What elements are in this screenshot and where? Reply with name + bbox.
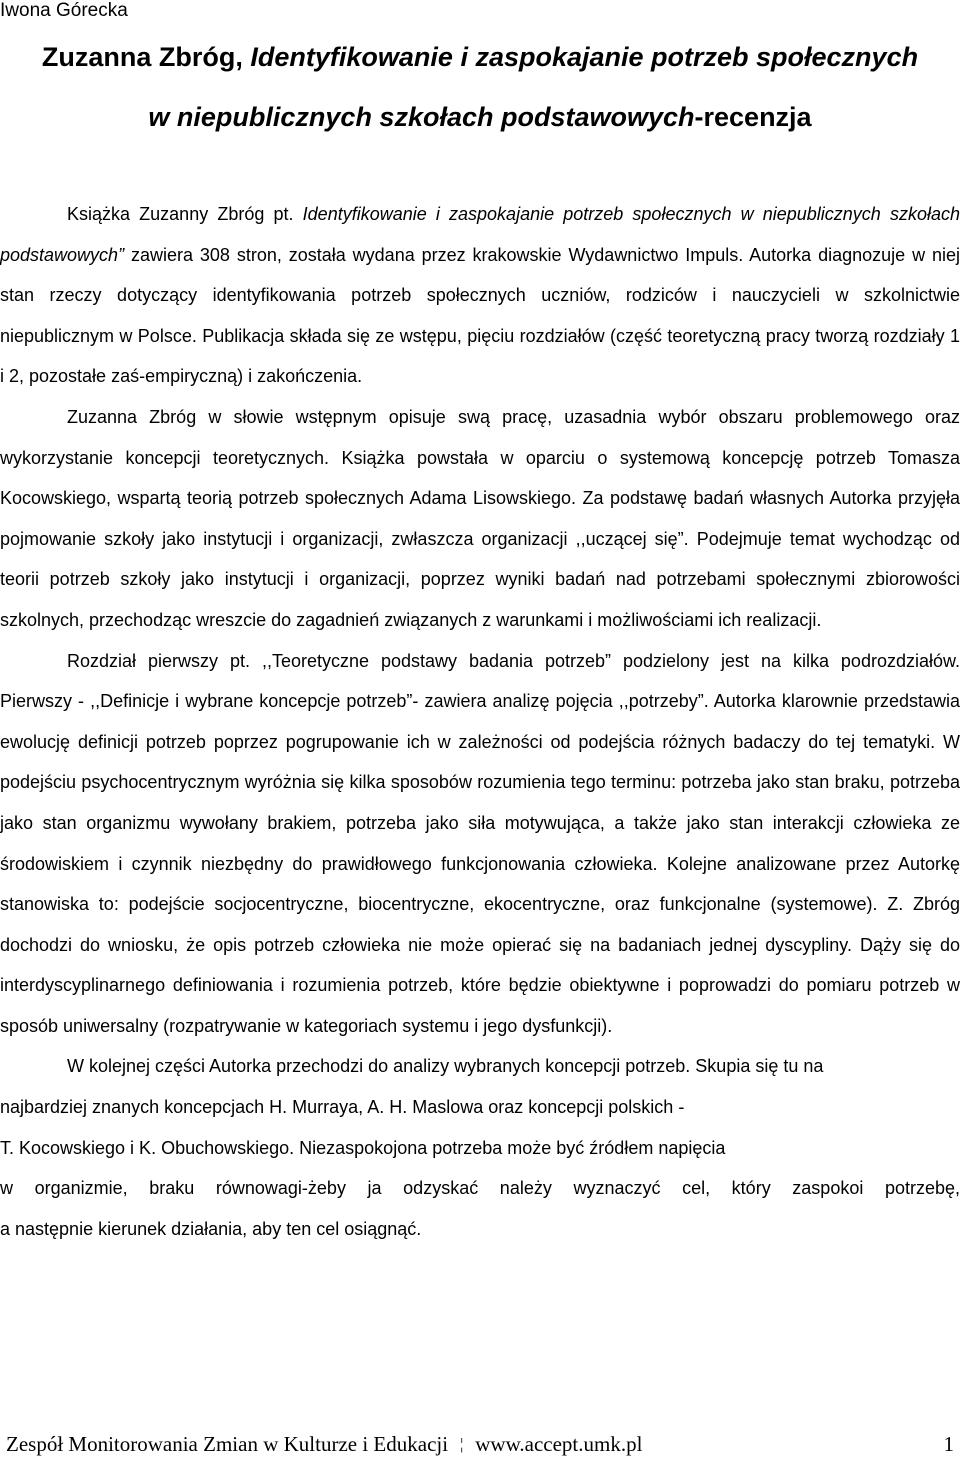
review-body: [0, 194, 960, 1249]
paragraph-intro-lead: Książka Zuzanny Zbróg pt.: [67, 204, 303, 224]
title-line-1: [0, 44, 960, 71]
title-line-2: [0, 104, 960, 131]
book-title-italic: Identyfikowanie i zaspokajanie potrzeb społecznych w niepublicznych szkołach podstawowych”: [0, 204, 960, 265]
paragraph-preface: Zuzanna Zbróg w słowie wstępnym opisuje swą pracę, uzasadnia wybór obszaru problemowego oraz wykorzystanie koncepcji teoretycznych. Książka powstała w oparciu o systemową koncepcję potrzeb Tomasza Kocowskiego, wspartą teorią potrzeb społecznych Adama Lisowskiego. Za podstawę badań własnych Autorka przyjęła pojmowanie szkoły jako instytucji i organizacji, zwłaszcza organizacji ,,uczącej się”. Podejmuje temat wychodząc od teorii potrzeb szkoły jako instytucji i organizacji, poprzez wyniki badań nad potrzebami społecznymi zbiorowości szkolnych, przechodząc wreszcie do zagadnień związanych z warunkami i możliwościami ich realizacji.: [0, 406, 960, 630]
author-name: Iwona Górecka: [0, 0, 128, 21]
page-number: 1: [943, 1432, 954, 1456]
concepts-line-2: najbardziej znanych koncepcjach H. Murraya, A. H. Maslowa oraz koncepcji polskich -: [0, 1097, 685, 1118]
paragraph-intro-rest: zawiera 308 stron, została wydana przez krakowskie Wydawnictwo Impuls. Autorka diagnozuje w niej stan rzeczy dotyczący identyfikowania potrzeb społecznych uczniów, rodziców i nauczycieli w szkolnictwie niepublicznym w Polsce. Publikacja składa się ze wstępu, pięciu rozdziałów (część teoretyczną pracy tworzą rozdziały 1 i 2, pozostałe zaś-empiryczną) i zakończenia.: [0, 244, 960, 387]
title-italic-2: w niepublicznych szkołach podstawowych: [148, 102, 695, 132]
concepts-line-1: W kolejnej części Autorka przechodzi do analizy wybranych koncepcji potrzeb. Skupia się tu na: [67, 1056, 824, 1077]
footer-org: Zespół Monitorowania Zmian w Kulturze i Edukacji: [6, 1432, 449, 1456]
concepts-line-4: w organizmie, braku równowagi-żeby ja odzyskać należy wyznaczyć cel, który zaspokoi potrzebę,: [0, 1178, 960, 1199]
page-footer: [6, 1432, 954, 1457]
concepts-line-5: a następnie kierunek działania, aby ten cel osiągnąć.: [0, 1218, 422, 1239]
footer-separator: ¦: [460, 1436, 464, 1453]
paragraph-intro: [0, 194, 960, 397]
title-italic: Identyfikowanie i zaspokajanie potrzeb społecznych: [250, 42, 919, 72]
footer-url[interactable]: www.accept.umk.pl: [475, 1432, 643, 1456]
paragraph-chapter-one: Rozdział pierwszy pt. ,,Teoretyczne podstawy badania potrzeb” podzielony jest na kilka podrozdziałów. Pierwszy - ,,Definicje i wybrane koncepcje potrzeb”- zawiera analizę pojęcia ,,potrzeby”. Autorka klarownie przedstawia ewolucję definicji potrzeb poprzez pogrupowanie ich w zależności od podejścia różnych badaczy do tej tematyki. W podejściu psychocentrycznym wyróżnia się kilka sposobów rozumienia tego terminu: potrzeba jako stan braku, potrzeba jako stan organizmu wywołany brakiem, potrzeba jako siła motywująca, a także jako stan interakcji człowieka ze środowiskiem i czynnik niezbędny do prawidłowego funkcjonowania człowieka. Kolejne analizowane przez Autorkę stanowiska to: podejście socjocentryczne, biocentryczne, ekocentryczne, oraz funkcjonalne (systemowe). Z. Zbróg dochodzi do wniosku, że opis potrzeb człowieka nie może opierać się na badaniach jednej dyscypliny. Dąży się do interdyscyplinarnego definiowania i rozumienia potrzeb, które będzie obiektywne i poprowadzi do pomiaru potrzeb w sposób uniwersalny (rozpatrywanie w kategoriach systemu i jego dysfunkcji).: [0, 650, 960, 1036]
paragraph-concepts: [0, 1046, 960, 1249]
title-suffix: -recenzja: [694, 102, 812, 132]
concepts-line-3: T. Kocowskiego i K. Obuchowskiego. Niezaspokojona potrzeba może być źródłem napięcia: [0, 1137, 726, 1158]
title-plain: Zuzanna Zbróg,: [41, 42, 251, 72]
